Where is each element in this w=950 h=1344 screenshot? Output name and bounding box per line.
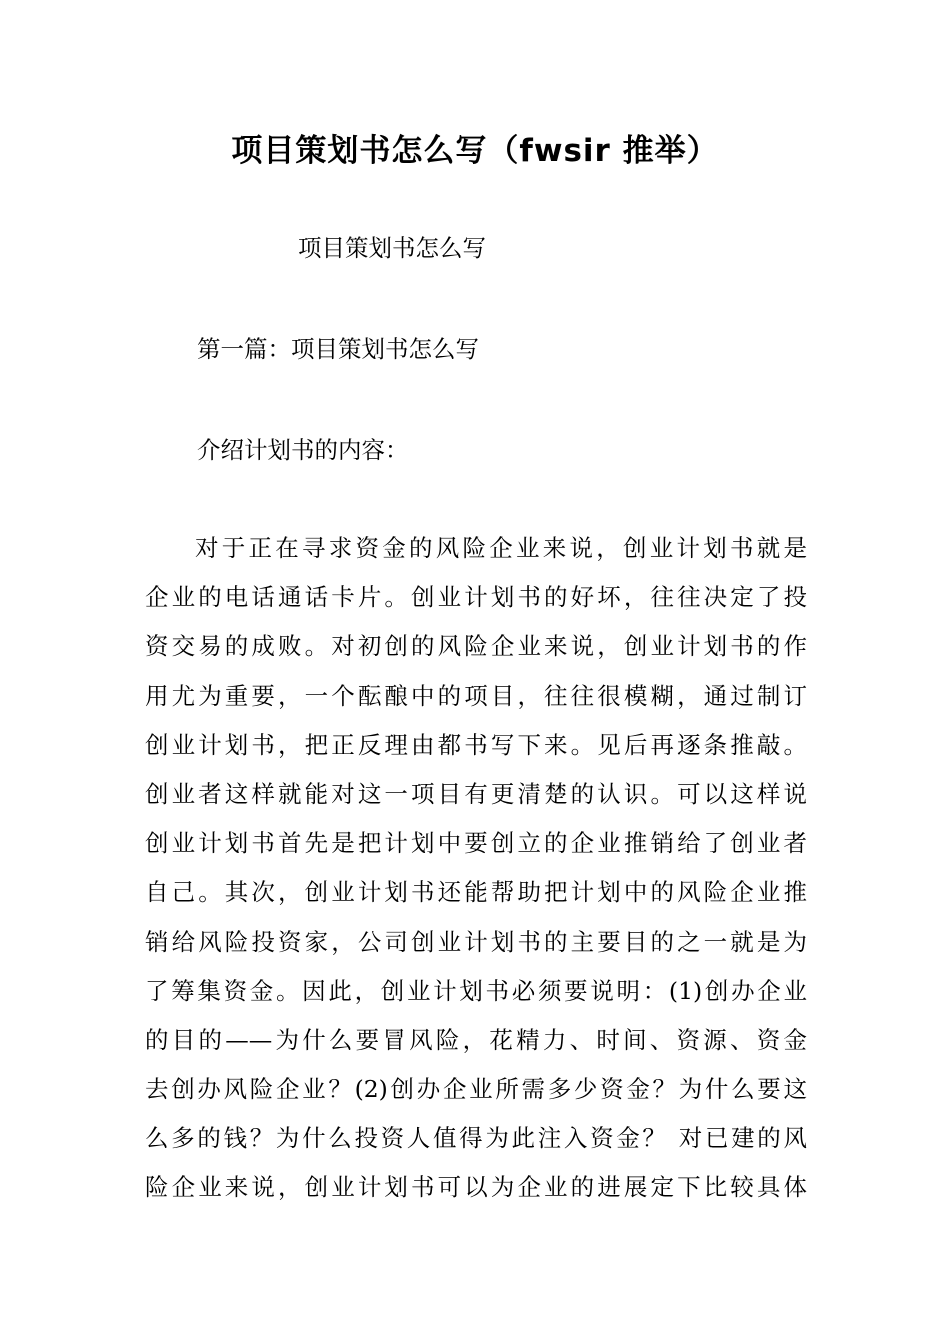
paragraph-line: 去创办风险企业？(2)创办企业所需多少资金？为什么要这 bbox=[145, 1075, 807, 1104]
paragraph-line: 的目的——为什么要冒风险，花精力、时间、资源、资金 bbox=[145, 1025, 807, 1054]
paragraph-line: 险企业来说，创业计划书可以为企业的进展定下比较具体 bbox=[145, 1173, 807, 1202]
paragraph-line: 用尤为重要，一个酝酿中的项目，往往很模糊，通过制订 bbox=[145, 681, 807, 710]
paragraph-line: 销给风险投资家，公司创业计划书的主要目的之一就是为 bbox=[145, 927, 807, 956]
paragraph-line: 创业计划书首先是把计划中要创立的企业推销给了创业者 bbox=[145, 829, 807, 858]
document-title: 项目策划书怎么写（fwsir 推举） bbox=[231, 133, 719, 169]
paragraph-line: 企业的电话通话卡片。创业计划书的好坏，往往决定了投 bbox=[145, 583, 807, 612]
paragraph-line: 创业计划书，把正反理由都书写下来。见后再逐条推敲。 bbox=[145, 730, 807, 759]
paragraph-line: 自己。其次，创业计划书还能帮助把计划中的风险企业推 bbox=[145, 878, 807, 907]
paragraph-line: 资交易的成败。对初创的风险企业来说，创业计划书的作 bbox=[145, 632, 807, 661]
body-paragraph bbox=[145, 530, 807, 1219]
paragraph-line: 么多的钱？为什么投资人值得为此注入资金？ 对已建的风 bbox=[145, 1124, 807, 1153]
document-subtitle: 项目策划书怎么写 bbox=[298, 234, 486, 262]
chapter-heading: 第一篇：项目策划书怎么写 bbox=[197, 335, 479, 363]
section-label: 介绍计划书的内容： bbox=[197, 436, 409, 464]
paragraph-line: 创业者这样就能对这一项目有更清楚的认识。可以这样说 bbox=[145, 779, 807, 808]
paragraph-line: 对于正在寻求资金的风险企业来说，创业计划书就是 bbox=[195, 534, 807, 562]
paragraph-line: 了筹集资金。因此，创业计划书必须要说明：(1)创办企业 bbox=[145, 976, 807, 1005]
